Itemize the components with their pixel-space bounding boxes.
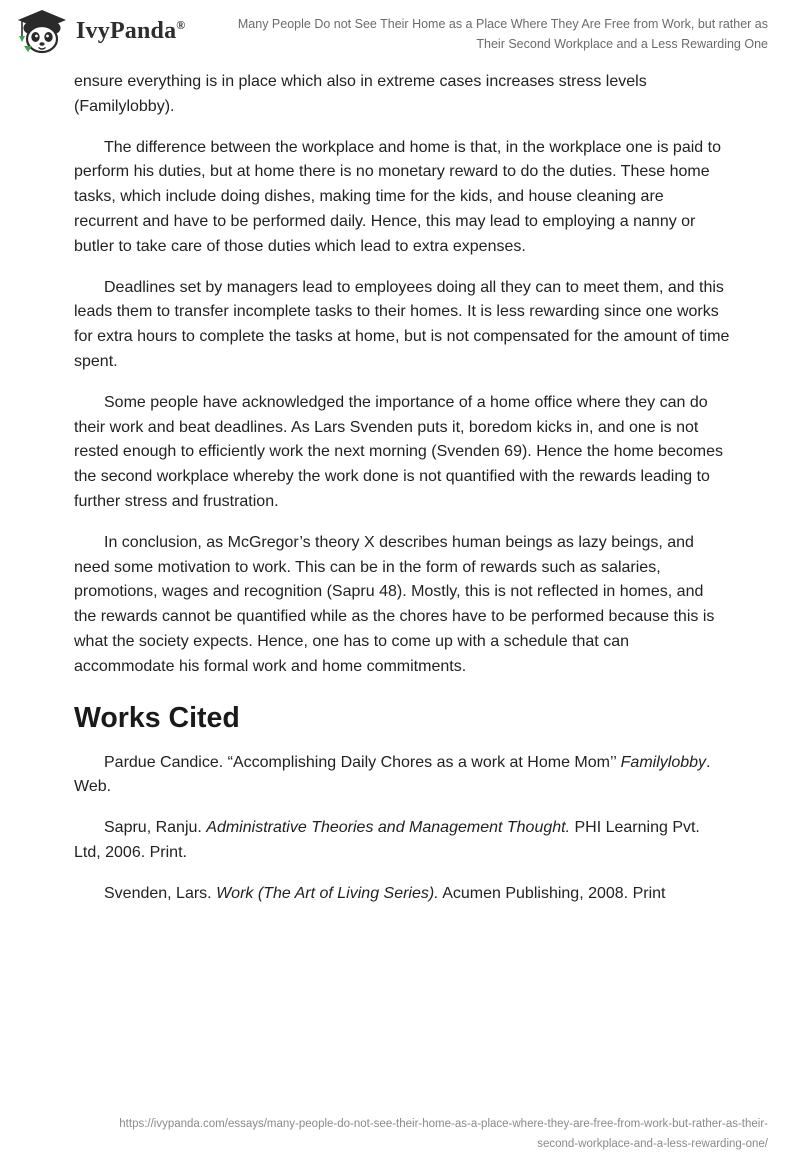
paragraph: Some people have acknowledged the importance of a home office where they can do their work and beat deadlines. As Lars Svenden puts it, boredom kicks in, and one is not rested enough to efficiently work the next morning (Svenden 69). Hence the home becomes the second workplace whereby the work done is not quantified with the rewards leading to further stress and frustration. xyxy=(74,393,723,510)
citation-entry: Sapru, Ranju. Administrative Theories and Management Thought. PHI Learning Pvt. Ltd, 2006. Print. xyxy=(74,819,700,861)
paragraph-continuation: ensure everything is in place which also in extreme cases increases stress levels (Familylobby). xyxy=(74,73,647,115)
citation-entry: Svenden, Lars. Work (The Art of Living Series). Acumen Publishing, 2008. Print xyxy=(104,884,666,902)
source-url[interactable] xyxy=(48,1114,768,1154)
paragraph: Deadlines set by managers lead to employees doing all they can to meet them, and this leads them to transfer incomplete tasks to their homes. It is less rewarding since one works for extra hours to complete the tasks at home, but is not compensated for the amount of time spent. xyxy=(74,278,730,370)
ivypanda-logo[interactable] xyxy=(14,8,185,54)
works-cited-heading: Works Cited xyxy=(74,701,240,734)
document-title xyxy=(208,14,768,54)
panda-graduate-icon xyxy=(14,8,70,54)
paragraph: The difference between the workplace and home is that, in the workplace one is paid to perform his duties, but at home there is no monetary reward to do the duties. These home tasks, which include doing dishes, making time for the kids, and house cleaning are recurrent and have to be performed daily. Hence, this may lead to employing a nanny or butler to take care of those duties which lead to extra expenses. xyxy=(74,138,721,255)
paragraph: In conclusion, as McGregor’s theory X describes human beings as lazy beings, and need some motivation to work. This can be in the form of rewards such as salaries, promotions, wages and recognition (Sapru 48). Mostly, this is not reflected in homes, and the rewards cannot be quantified while as the chores have to be performed because this is what the society expects. Hence, one has to come up with a schedule that can accommodate his formal work and home commitments. xyxy=(74,533,715,675)
source-url-line-1[interactable]: https://ivypanda.com/essays/many-people-do-not-see-their-home-as-a-place-where-they-are-free-from-work-but-rather-as-their- xyxy=(119,1118,768,1130)
source-url-line-2[interactable]: second-workplace-and-a-less-rewarding-one/ xyxy=(537,1138,768,1150)
logo-text: IvyPanda® xyxy=(76,17,186,44)
citation-entry: Pardue Candice. “Accomplishing Daily Chores as a work at Home Mom’’ Familylobby. Web. xyxy=(74,753,711,796)
essay-content xyxy=(74,70,730,923)
document-title-line-1: Many People Do not See Their Home as a Place Where They Are Free from Work, but rather as xyxy=(237,17,768,31)
document-title-line-2: Their Second Workplace and a Less Rewarding One xyxy=(476,37,768,51)
